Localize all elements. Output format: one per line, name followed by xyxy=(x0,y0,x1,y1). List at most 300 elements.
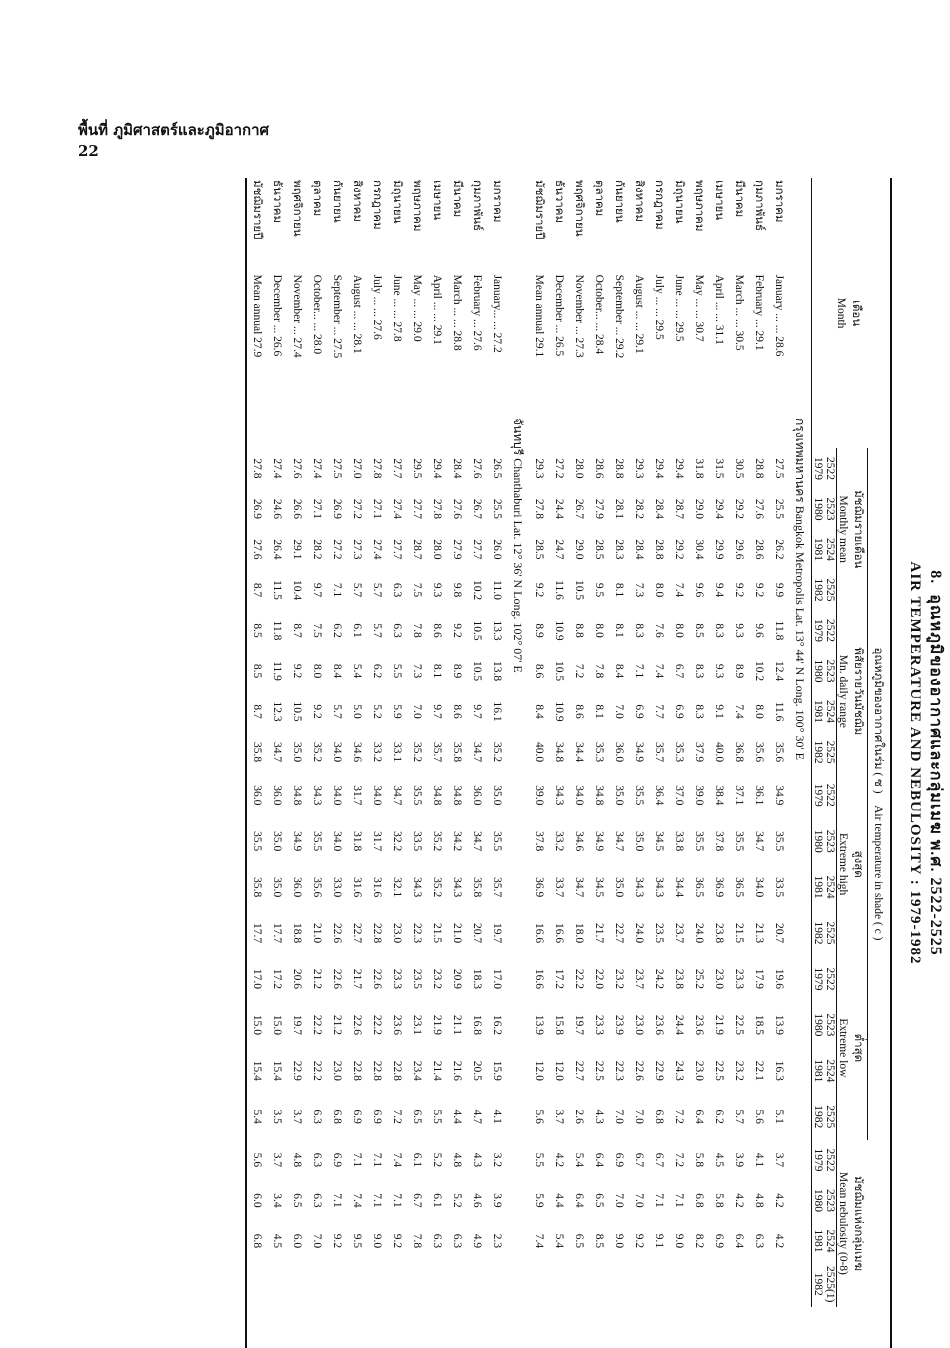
neb-cell: 3.7 xyxy=(271,1152,283,1168)
air-temperature-header-english: Air temperature in shade ( c ) xyxy=(872,805,884,941)
el-cell: 22.7 xyxy=(613,922,625,944)
neb-cell: 7.1 xyxy=(653,1193,665,1208)
dr-cell: 8.1 xyxy=(613,623,625,638)
el-cell: 22.2 xyxy=(311,1014,323,1035)
dr-cell: 8.1 xyxy=(431,663,443,679)
neb-cell: 7.2 xyxy=(673,1109,685,1124)
neb-cell: 5.2 xyxy=(451,1193,463,1208)
el-cell: 22.5 xyxy=(713,1060,725,1081)
el-cell: 22.3 xyxy=(411,922,423,944)
month-english: December ... 26.5 xyxy=(553,274,565,357)
eh-cell: 34.9 xyxy=(773,785,785,806)
dr-cell: 12.3 xyxy=(271,701,283,722)
neb-cell: 6.4 xyxy=(693,1109,705,1124)
dr-cell: 8.7 xyxy=(251,582,263,598)
year-header-cell xyxy=(812,570,837,611)
el-cell: 22.6 xyxy=(331,968,343,990)
year-ce: 1980 xyxy=(812,497,824,521)
eh-cell: 34.0 xyxy=(753,877,765,898)
eh-cell: 33.7 xyxy=(553,877,565,898)
monthly-mean-cell: 31.8 xyxy=(693,458,705,479)
eh-cell: 37.8 xyxy=(533,831,545,852)
dr-cell: 9.3 xyxy=(733,623,745,638)
neb-cell: 7.2 xyxy=(673,1152,685,1168)
dr-cell: 9.2 xyxy=(753,582,765,598)
month-thai: กันยายน xyxy=(331,180,343,223)
monthly-mean-cell: 29.4 xyxy=(653,458,665,479)
neb-cell: 3.9 xyxy=(733,1152,745,1168)
table-row xyxy=(287,178,307,1348)
dr-cell: 11.5 xyxy=(271,580,283,600)
el-cell: 17.7 xyxy=(251,922,263,944)
el-cell: 20.5 xyxy=(471,1060,483,1081)
el-cell: 21.7 xyxy=(351,968,363,990)
table-row xyxy=(609,178,629,1348)
nebulosity-header xyxy=(837,1140,889,1308)
el-cell: 15.0 xyxy=(271,1014,283,1035)
el-cell: 22.7 xyxy=(351,922,363,944)
dr-cell: 8.7 xyxy=(251,704,263,719)
monthly-mean-cell: 29.4 xyxy=(431,458,443,479)
month-thai: กรกฎาคม xyxy=(371,180,383,230)
neb-cell: 6.4 xyxy=(593,1152,605,1168)
el-cell: 23.0 xyxy=(693,1060,705,1081)
monthly-mean-cell: 27.6 xyxy=(451,498,463,520)
monthly-mean-cell: 27.0 xyxy=(351,458,363,479)
monthly-mean-cell: 28.8 xyxy=(613,458,625,479)
table-row xyxy=(529,178,549,1348)
dr-cell: 7.8 xyxy=(593,663,605,679)
dr-cell: 8.1 xyxy=(613,582,625,598)
monthly-mean-cell: 28.1 xyxy=(613,498,625,520)
month-english: March ... ... 30.5 xyxy=(733,274,745,351)
month-english: May ... ... 29.0 xyxy=(411,274,423,342)
eh-cell: 36.0 xyxy=(613,742,625,763)
neb-cell: 6.1 xyxy=(431,1193,443,1208)
el-cell: 23.6 xyxy=(693,1014,705,1035)
monthly-mean-cell: 29.2 xyxy=(733,498,745,520)
neb-cell: 6.2 xyxy=(713,1109,725,1124)
monthly-mean-cell: 27.7 xyxy=(411,498,423,520)
dr-cell: 13.3 xyxy=(491,620,503,641)
monthly-mean-header xyxy=(837,448,868,610)
el-cell: 23.5 xyxy=(411,968,423,990)
el-cell: 23.2 xyxy=(613,968,625,990)
dr-cell: 8.4 xyxy=(331,663,343,679)
el-cell: 23.7 xyxy=(633,968,645,990)
neb-cell: 6.9 xyxy=(713,1233,725,1249)
month-thai: กรกฎาคม xyxy=(653,180,665,230)
monthly-mean-cell: 28.3 xyxy=(613,539,625,560)
monthly-mean-cell: 27.5 xyxy=(773,458,785,479)
eh-cell: 37.1 xyxy=(733,785,745,806)
air-temperature-header-thai: อุณหภูมิของอากาศในร่ม ( ซ ) xyxy=(872,647,884,794)
dr-cell: 8.9 xyxy=(533,623,545,638)
neb-cell: 6.9 xyxy=(331,1152,343,1168)
el-cell: 23.8 xyxy=(673,968,685,990)
year-be: 2523 xyxy=(824,659,836,683)
el-cell: 21.1 xyxy=(451,1014,463,1035)
el-cell: 19.7 xyxy=(291,1014,303,1035)
month-english: December ... 26.6 xyxy=(271,274,283,357)
month-thai: กันยายน xyxy=(613,180,625,223)
el-cell: 18.5 xyxy=(753,1014,765,1035)
eh-cell: 36.9 xyxy=(713,877,725,898)
el-cell: 13.9 xyxy=(773,1014,785,1035)
neb-cell: 4.5 xyxy=(271,1233,283,1249)
el-cell: 19.7 xyxy=(573,1014,585,1035)
neb-cell: 7.8 xyxy=(411,1233,423,1249)
eh-cell: 35.3 xyxy=(593,742,605,763)
neb-cell: 2.3 xyxy=(491,1233,503,1249)
el-cell: 21.0 xyxy=(451,922,463,944)
table-row xyxy=(267,178,287,1348)
el-cell: 16.2 xyxy=(491,1014,503,1035)
eh-cell: 34.8 xyxy=(451,785,463,806)
eh-cell: 35.8 xyxy=(251,877,263,898)
table-row xyxy=(569,178,589,1348)
year-be: 2525 xyxy=(824,921,836,945)
station-label: จันทบุรี Chanthaburi Lat. 12° 36' N Long. 102° 07' E xyxy=(511,418,526,673)
eh-cell: 35.5 xyxy=(251,831,263,852)
month-thai: เมษายน xyxy=(431,180,443,221)
el-cell: 23.0 xyxy=(713,968,725,990)
dr-cell: 5.4 xyxy=(351,663,363,679)
month-english: October... ... 28.4 xyxy=(593,274,605,355)
neb-cell: 6.4 xyxy=(573,1193,585,1208)
monthly-mean-cell: 28.5 xyxy=(533,539,545,560)
dr-cell: 9.1 xyxy=(713,704,725,719)
dr-cell: 13.8 xyxy=(491,660,503,682)
month-english: April ... ... 29.1 xyxy=(431,274,443,345)
eh-cell: 34.9 xyxy=(291,831,303,852)
year-header-cell xyxy=(812,651,837,692)
el-cell: 23.0 xyxy=(633,1014,645,1035)
table-title-thai: อุณหภูมิของอากาศและกลุ่มเมฆ พ.ศ. 2522-2525 xyxy=(927,594,944,956)
eh-cell: 35.0 xyxy=(613,785,625,806)
month-english: March ... ... 28.8 xyxy=(451,274,463,351)
monthly-mean-cell: 30.4 xyxy=(693,539,705,560)
eh-cell: 35.2 xyxy=(431,831,443,852)
monthly-mean-cell: 29.3 xyxy=(533,458,545,479)
el-cell: 24.2 xyxy=(653,968,665,990)
eh-cell: 34.3 xyxy=(653,877,665,898)
dr-cell: 5.7 xyxy=(331,704,343,719)
monthly-mean-cell: 28.7 xyxy=(411,539,423,560)
el-cell: 21.9 xyxy=(713,1014,725,1035)
neb-cell: 4.5 xyxy=(713,1152,725,1168)
monthly-mean-cell: 28.6 xyxy=(593,458,605,479)
neb-cell: 3.9 xyxy=(491,1193,503,1208)
month-thai: พฤษภาคม xyxy=(693,180,705,232)
eh-cell: 36.4 xyxy=(653,785,665,806)
neb-cell: 7.4 xyxy=(351,1193,363,1208)
table-row xyxy=(487,178,507,1348)
dr-cell: 7.2 xyxy=(573,663,585,679)
el-cell: 23.8 xyxy=(713,922,725,944)
monthly-mean-cell: 26.7 xyxy=(573,498,585,520)
neb-cell: 5.6 xyxy=(533,1109,545,1124)
eh-cell: 35.0 xyxy=(271,831,283,852)
table-row xyxy=(589,178,609,1348)
dr-cell: 9.5 xyxy=(593,582,605,598)
station-group-row xyxy=(789,178,812,1348)
el-cell: 17.7 xyxy=(271,922,283,944)
el-cell: 23.3 xyxy=(593,1014,605,1035)
year-be: 2522 xyxy=(824,783,836,807)
monthly-mean-cell: 27.8 xyxy=(533,498,545,520)
neb-cell: 6.3 xyxy=(451,1233,463,1249)
month-thai: มิถุนายน xyxy=(391,180,403,224)
year-ce: 1981 xyxy=(812,700,824,724)
eh-cell: 37.9 xyxy=(693,742,705,763)
eh-cell: 34.3 xyxy=(633,877,645,898)
monthly-mean-cell: 27.4 xyxy=(391,498,403,520)
dr-cell: 9.6 xyxy=(693,582,705,598)
air-temperature-header xyxy=(868,448,889,1140)
table-row xyxy=(729,178,749,1348)
extreme-low-header-english: Extreme low xyxy=(837,1018,849,1078)
year-be: 2523 xyxy=(824,829,836,853)
month-thai: พฤศจิกายน xyxy=(573,180,585,237)
dr-cell: 9.9 xyxy=(773,582,785,598)
eh-cell: 34.9 xyxy=(593,831,605,852)
dr-cell: 7.8 xyxy=(411,623,423,638)
el-cell: 21.7 xyxy=(593,922,605,944)
neb-cell: 5.4 xyxy=(553,1233,565,1249)
eh-cell: 31.7 xyxy=(371,831,383,852)
eh-cell: 33.8 xyxy=(673,831,685,852)
neb-cell: 5.4 xyxy=(251,1109,263,1124)
el-cell: 23.0 xyxy=(331,1060,343,1081)
eh-cell: 32.2 xyxy=(391,831,403,852)
month-english: October... ... 28.0 xyxy=(311,274,323,355)
eh-cell: 34.4 xyxy=(573,742,585,763)
dr-cell: 9.2 xyxy=(451,623,463,638)
neb-cell: 5.5 xyxy=(533,1152,545,1168)
monthly-mean-cell: 27.6 xyxy=(753,498,765,520)
neb-cell: 4.8 xyxy=(291,1152,303,1168)
eh-cell: 33.2 xyxy=(371,742,383,763)
dr-cell: 8.4 xyxy=(613,663,625,679)
eh-cell: 35.2 xyxy=(431,877,443,898)
dr-cell: 5.9 xyxy=(391,704,403,719)
monthly-mean-cell: 27.6 xyxy=(251,539,263,560)
year-header-cell xyxy=(812,772,837,818)
el-cell: 22.6 xyxy=(351,1014,363,1035)
dr-cell: 7.3 xyxy=(633,582,645,598)
page-header xyxy=(78,118,269,160)
month-thai: กุมภาพันธ์ xyxy=(471,180,483,232)
dr-cell: 5.0 xyxy=(351,704,363,719)
eh-cell: 36.8 xyxy=(733,742,745,763)
eh-cell: 36.0 xyxy=(471,785,483,806)
monthly-mean-cell: 27.4 xyxy=(311,458,323,479)
dr-cell: 9.3 xyxy=(431,582,443,598)
dr-cell: 8.3 xyxy=(713,623,725,638)
eh-cell: 35.5 xyxy=(633,785,645,806)
dr-cell: 6.3 xyxy=(391,582,403,598)
daily-range-header-english: Mn. daily range xyxy=(837,654,849,728)
eh-cell: 35.6 xyxy=(773,742,785,763)
el-cell: 18.8 xyxy=(291,922,303,944)
year-ce: 1982 xyxy=(812,1105,824,1129)
dr-cell: 6.9 xyxy=(673,704,685,719)
monthly-mean-cell: 27.4 xyxy=(271,458,283,479)
eh-cell: 35.6 xyxy=(311,877,323,898)
monthly-mean-cell: 28.7 xyxy=(673,498,685,520)
neb-cell: 7.0 xyxy=(633,1109,645,1124)
daily-range-header-thai: พิสัยรายวันมัชฌิม xyxy=(852,647,864,736)
monthly-mean-cell: 27.4 xyxy=(371,539,383,560)
monthly-mean-cell: 28.4 xyxy=(633,539,645,560)
dr-cell: 8.5 xyxy=(251,663,263,679)
neb-cell: 6.7 xyxy=(411,1193,423,1208)
month-thai: พฤศจิกายน xyxy=(291,180,303,237)
el-cell: 24.3 xyxy=(673,1060,685,1081)
eh-cell: 40.0 xyxy=(713,742,725,763)
dr-cell: 7.7 xyxy=(653,704,665,719)
dr-cell: 8.7 xyxy=(291,623,303,638)
monthly-mean-cell: 28.5 xyxy=(593,539,605,560)
month-english: September ... 27.5 xyxy=(331,274,343,359)
neb-cell: 6.3 xyxy=(431,1233,443,1249)
eh-cell: 36.5 xyxy=(733,877,745,898)
neb-cell: 7.1 xyxy=(673,1193,685,1208)
extreme-high-header xyxy=(837,772,868,956)
dr-cell: 9.7 xyxy=(431,704,443,719)
el-cell: 21.4 xyxy=(431,1060,443,1081)
dr-cell: 9.2 xyxy=(311,704,323,719)
eh-cell: 34.3 xyxy=(411,877,423,898)
year-ce: 1980 xyxy=(812,829,824,853)
eh-cell: 34.2 xyxy=(451,831,463,852)
month-thai: มีนาคม xyxy=(733,180,745,218)
monthly-mean-cell: 26.9 xyxy=(331,498,343,520)
month-english: January... ... 27.2 xyxy=(491,274,503,353)
eh-cell: 34.3 xyxy=(451,877,463,898)
year-be: 2522 xyxy=(824,967,836,991)
el-cell: 17.2 xyxy=(553,968,565,990)
eh-cell: 33.5 xyxy=(411,831,423,852)
month-english: February ... 29.1 xyxy=(753,274,765,351)
monthly-mean-cell: 26.5 xyxy=(491,458,503,479)
neb-cell: 6.5 xyxy=(411,1109,423,1124)
month-english: November ... 27.4 xyxy=(291,274,303,358)
eh-cell: 36.1 xyxy=(753,785,765,806)
neb-cell: 5.6 xyxy=(251,1152,263,1168)
month-thai: ตุลาคม xyxy=(593,180,605,217)
el-cell: 15.0 xyxy=(251,1014,263,1035)
eh-cell: 34.7 xyxy=(471,742,483,763)
monthly-mean-cell: 30.5 xyxy=(733,458,745,479)
year-header-cell xyxy=(812,910,837,956)
year-be: 2523 xyxy=(824,497,836,521)
month-english: June ... ... 29.5 xyxy=(673,274,685,342)
dr-cell: 16.1 xyxy=(491,701,503,722)
neb-cell: 3.7 xyxy=(773,1152,785,1168)
neb-cell: 6.8 xyxy=(331,1109,343,1124)
month-thai: กุมภาพันธ์ xyxy=(753,180,765,232)
neb-cell: 6.3 xyxy=(311,1152,323,1168)
neb-cell: 9.0 xyxy=(673,1233,685,1249)
extreme-low-header-thai: ต่ำสุด xyxy=(852,1033,864,1063)
eh-cell: 34.7 xyxy=(573,877,585,898)
dr-cell: 12.4 xyxy=(773,660,785,682)
eh-cell: 35.7 xyxy=(431,742,443,763)
year-ce: 1979 xyxy=(812,1148,824,1172)
eh-cell: 34.7 xyxy=(471,831,483,852)
eh-cell: 34.0 xyxy=(331,785,343,806)
neb-cell: 4.8 xyxy=(451,1152,463,1168)
year-be: 2525 xyxy=(824,740,836,764)
station-group-row xyxy=(507,178,529,1348)
el-cell: 25.2 xyxy=(693,968,705,990)
monthly-mean-header-thai: มัชฌิมรายเดือน xyxy=(852,490,864,569)
table-title-english: AIR TEMPERATURE AND NEBULOSITY : 1979-1982 xyxy=(907,561,923,965)
year-header-cell xyxy=(812,529,837,570)
el-cell: 16.6 xyxy=(533,968,545,990)
monthly-mean-cell: 28.0 xyxy=(431,539,443,560)
daily-range-header xyxy=(837,610,868,772)
el-cell: 17.0 xyxy=(251,968,263,990)
monthly-mean-cell: 27.9 xyxy=(451,539,463,560)
el-cell: 23.7 xyxy=(673,922,685,944)
el-cell: 22.2 xyxy=(371,1014,383,1035)
eh-cell: 35.8 xyxy=(451,742,463,763)
year-be: 2524 xyxy=(824,537,836,561)
monthly-mean-cell: 25.5 xyxy=(491,498,503,520)
el-cell: 22.3 xyxy=(613,1060,625,1081)
top-rule xyxy=(890,178,892,1348)
year-be: 2524 xyxy=(824,700,836,724)
neb-cell: 7.2 xyxy=(391,1109,403,1124)
monthly-mean-cell: 28.6 xyxy=(753,539,765,560)
year-be: 2522 xyxy=(824,1148,836,1172)
dr-cell: 8.8 xyxy=(573,623,585,638)
dr-cell: 10.5 xyxy=(291,701,303,722)
section-title: พื้นที่ ภูมิศาสตร์และภูมิอากาศ xyxy=(78,121,270,139)
neb-cell: 3.5 xyxy=(271,1109,283,1124)
neb-cell: 6.9 xyxy=(371,1109,383,1124)
year-ce: 1981 xyxy=(812,875,824,899)
monthly-mean-cell: 27.1 xyxy=(371,498,383,520)
year-header-cell xyxy=(812,1094,837,1140)
neb-cell: 4.2 xyxy=(733,1193,745,1208)
monthly-mean-cell: 29.0 xyxy=(573,539,585,560)
month-thai: มัชฌิมรายปี xyxy=(251,180,263,240)
dr-cell: 9.7 xyxy=(471,704,483,719)
eh-cell: 35.7 xyxy=(653,742,665,763)
eh-cell: 34.6 xyxy=(351,742,363,763)
eh-cell: 35.5 xyxy=(773,831,785,852)
dr-cell: 9.6 xyxy=(753,623,765,638)
dr-cell: 8.5 xyxy=(251,623,263,638)
neb-cell: 6.1 xyxy=(411,1152,423,1168)
neb-cell: 7.1 xyxy=(371,1152,383,1168)
el-cell: 22.0 xyxy=(593,968,605,990)
extreme-low-header xyxy=(837,956,868,1140)
monthly-mean-cell: 29.5 xyxy=(411,458,423,479)
el-cell: 22.9 xyxy=(291,1060,303,1081)
el-cell: 21.5 xyxy=(431,922,443,944)
year-header-cell xyxy=(812,1261,837,1307)
eh-cell: 36.0 xyxy=(271,785,283,806)
neb-cell: 3.4 xyxy=(271,1193,283,1208)
year-ce: 1980 xyxy=(812,659,824,683)
eh-cell: 34.9 xyxy=(633,742,645,763)
eh-cell: 39.0 xyxy=(693,785,705,806)
